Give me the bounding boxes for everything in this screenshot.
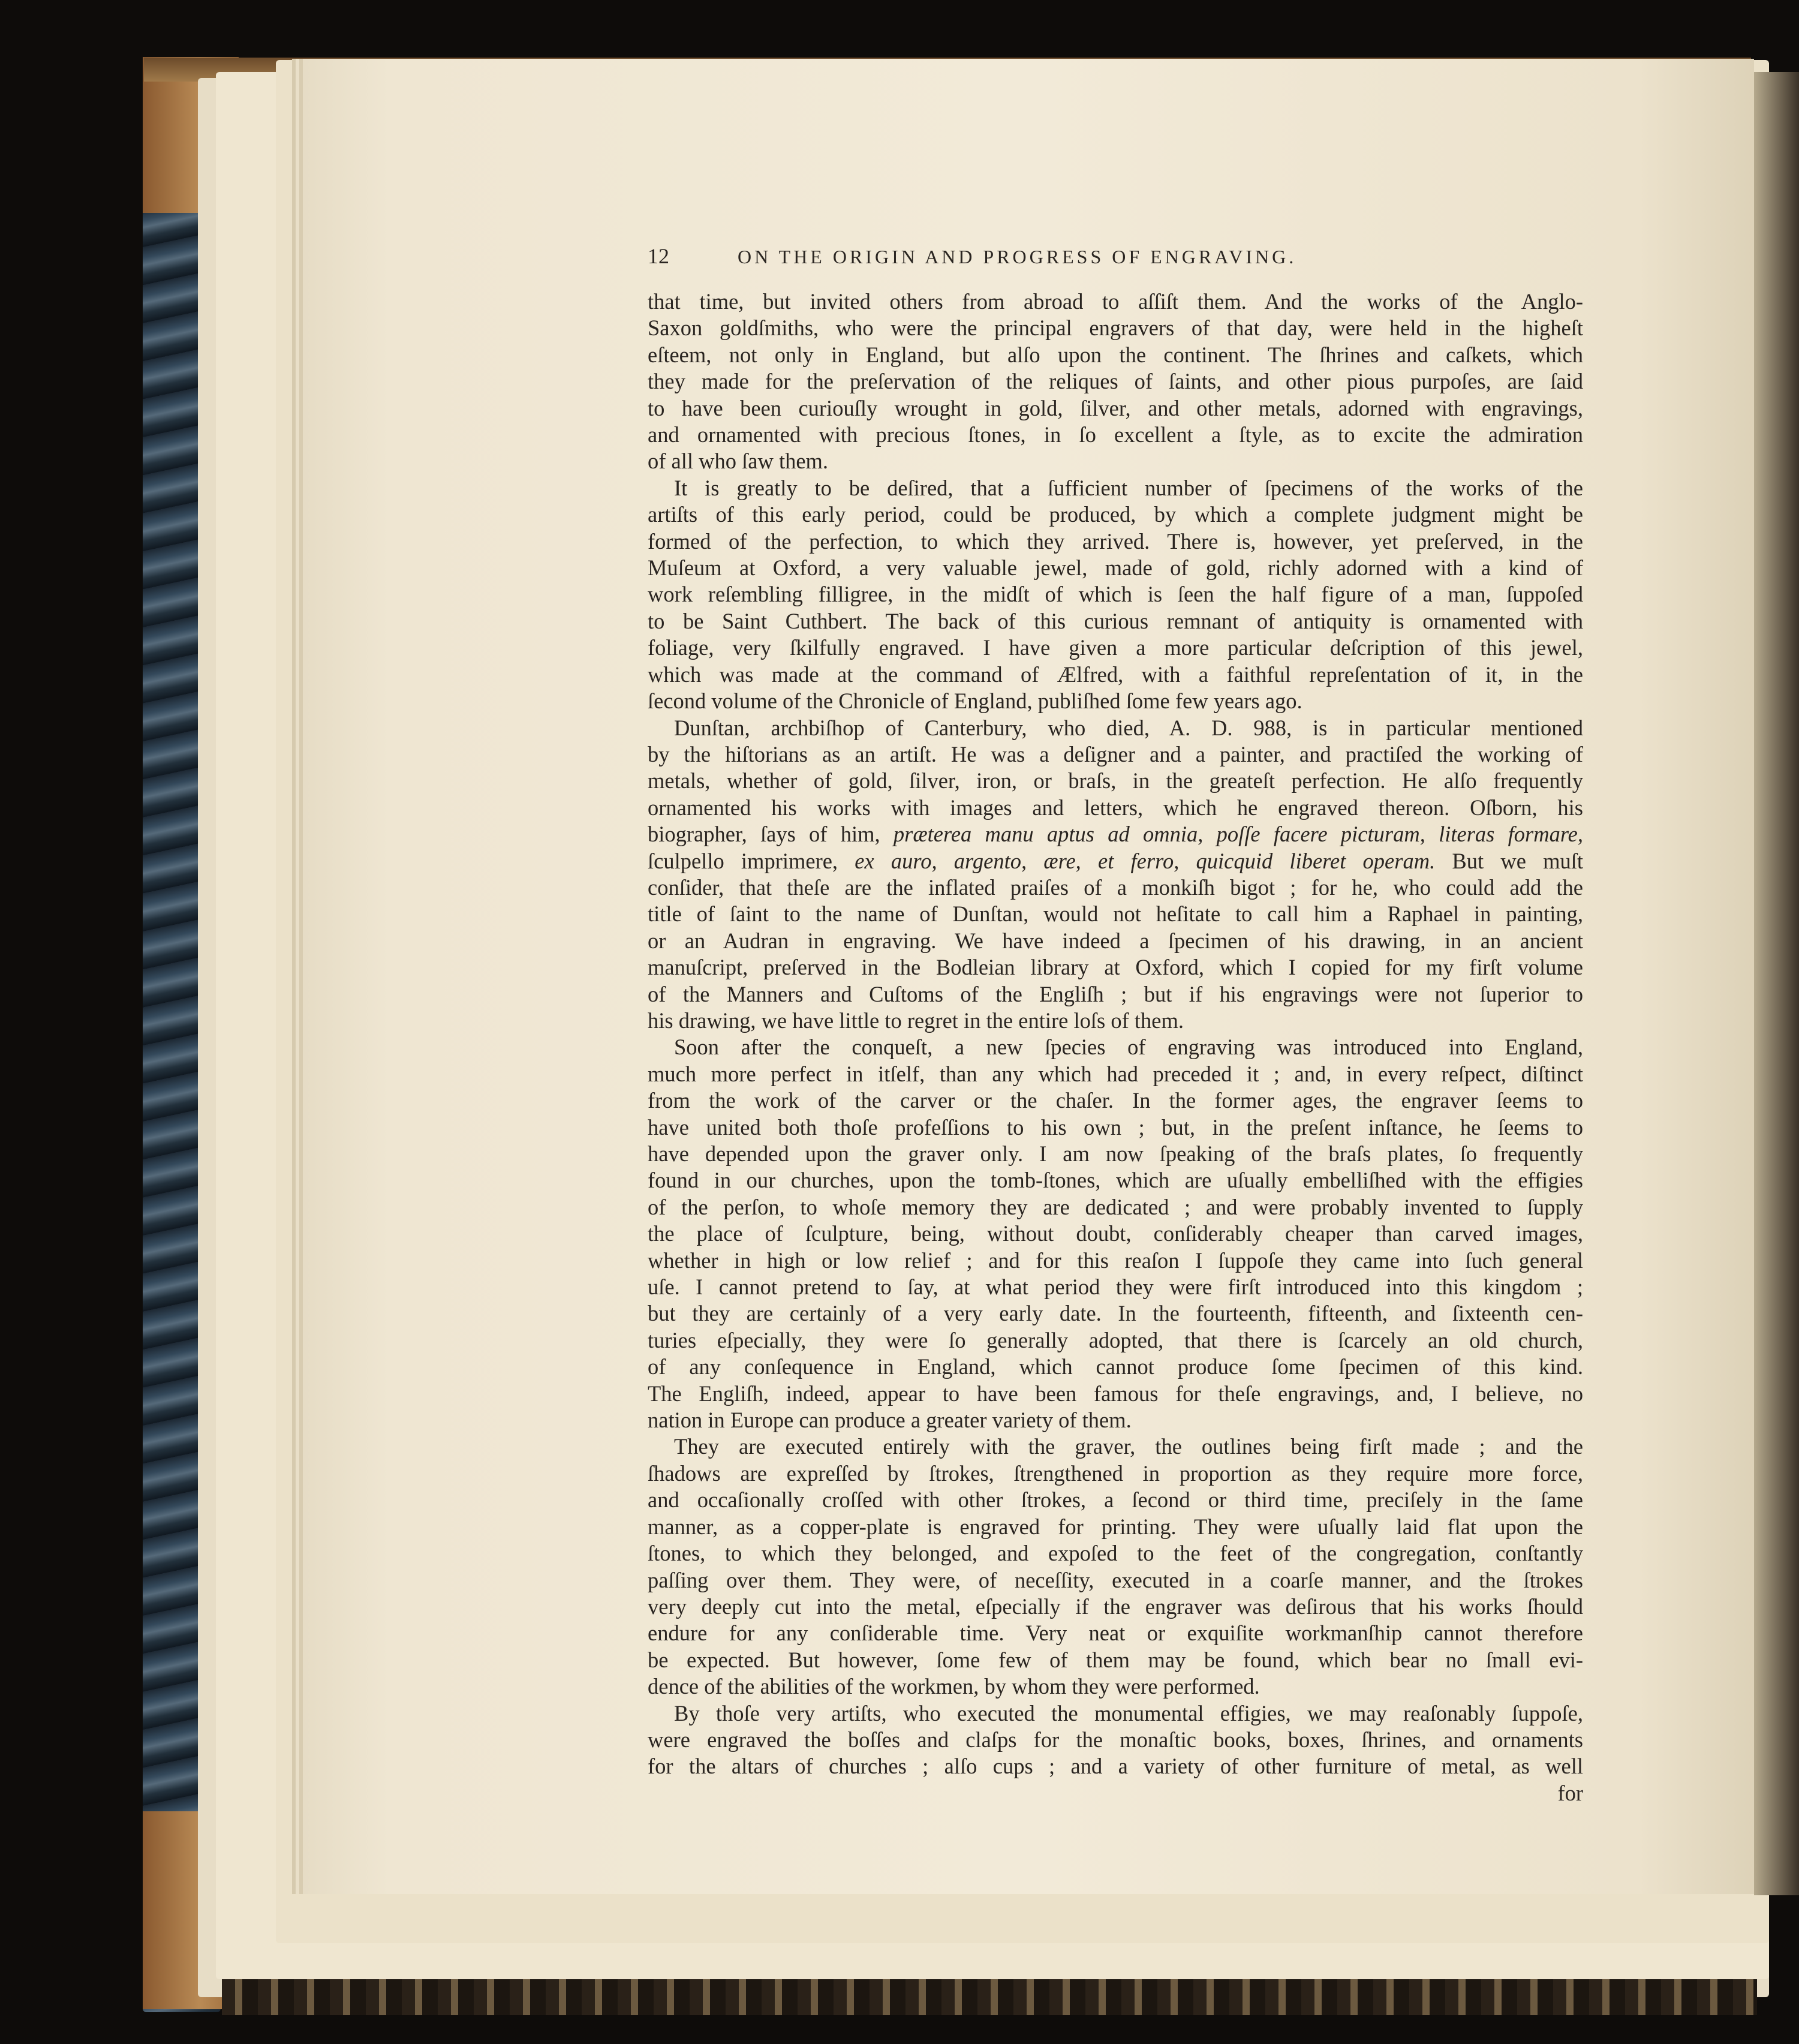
text-line [648, 1194, 1583, 1221]
text-line [648, 315, 1583, 341]
text-line [648, 1167, 1583, 1194]
text-segment: endure for any conſiderable time. Very neat or exquiſite workmanſhip cannot therefore [648, 1621, 1583, 1646]
text-segment: dence of the abilities of the workmen, by whom they were performed. [648, 1674, 1260, 1699]
text-segment: ſtones, to which they belonged, and expoſed to the feet of the congregation, conſtantly [648, 1541, 1583, 1566]
page-number: 12 [648, 244, 669, 268]
text-line [648, 581, 1583, 608]
text-line [648, 1327, 1583, 1354]
text-line [648, 741, 1583, 768]
text-segment: manuſcript, preſerved in the Bodleian library at Oxford, which I copied for my firſt volume [648, 955, 1583, 980]
text-line [648, 901, 1583, 927]
text-segment: much more perfect in itſelf, than any which had preceded it ; and, in every reſpect, diſtinct [648, 1061, 1583, 1086]
latin-quotation: ex auro, argento, ære, et ferro, quicquid liberet operam. [855, 848, 1436, 873]
text-line [648, 874, 1583, 901]
text-line [648, 795, 1583, 821]
text-line [648, 981, 1583, 1008]
text-segment: But we muſt [1435, 848, 1584, 873]
text-line [648, 715, 1583, 741]
text-line [648, 1514, 1583, 1540]
text-segment: Muſeum at Oxford, a very valuable jewel, made of gold, richly adorned with a kind of [648, 555, 1583, 581]
text-segment: found in our churches, upon the tomb-ſtones, which are uſually embelliſhed with the effigies [648, 1168, 1583, 1193]
text-segment: they made for the preſervation of the reliques of ſaints, and other pious purpoſes, are ſaid [648, 369, 1583, 394]
text-line [648, 954, 1583, 981]
text-segment: of the Manners and Cuſtoms of the Engliſh ; but if his engravings were not ſuperior to [648, 981, 1583, 1006]
text-line [648, 1700, 1583, 1727]
text-segment: By thoſe very artiſts, who executed the monumental effigies, we may reaſonably ſuppoſe, [674, 1700, 1583, 1726]
text-segment: They are executed entirely with the graver, the outlines being firſt made ; and the [674, 1434, 1583, 1459]
text-segment: very deeply cut into the metal, eſpecially if the engraver was deſirous that his works ſhould [648, 1594, 1583, 1619]
text-segment: conſider, that theſe are the inflated praiſes of a monkiſh bigot ; for he, who could add the [648, 874, 1583, 900]
running-head [648, 243, 1583, 285]
text-segment: the place of ſculpture, being, without doubt, conſiderably cheaper than carved images, [648, 1221, 1583, 1246]
paragraph [648, 475, 1583, 715]
text-segment: manner, as a copper-plate is engraved for printing. They were uſually laid flat upon the [648, 1514, 1583, 1539]
text-segment: title of ſaint to the name of Dunſtan, would not heſitate to call him a Raphael in painting, [648, 901, 1583, 927]
paragraph [648, 715, 1583, 1035]
text-line [648, 1460, 1583, 1487]
text-segment: his drawing, we have little to regret in the entire loſs of them. [648, 1008, 1184, 1033]
text-line [648, 688, 1583, 714]
text-segment: paſſing over them. They were, of neceſſity, executed in a coarſe manner, and the ſtrokes [648, 1567, 1583, 1592]
text-segment: were engraved the boſſes and claſps for the monaſtic books, boxes, ſhrines, and ornaments [648, 1727, 1583, 1752]
text-segment: artiſts of this early period, could be produced, by which a complete judgment might be [648, 502, 1583, 527]
text-segment: of all who ſaw them. [648, 449, 829, 474]
text-line [648, 475, 1583, 501]
text-segment: to be Saint Cuthbert. The back of this curious remnant of antiquity is ornamented with [648, 608, 1583, 633]
text-segment: uſe. I cannot pretend to ſay, at what period they were firſt introduced into this kingdom ; [648, 1275, 1583, 1300]
text-line [648, 1274, 1583, 1300]
text-segment: have depended upon the graver only. I am now ſpeaking of the braſs plates, ſo frequently [648, 1141, 1583, 1166]
text-line [648, 1487, 1583, 1513]
text-line [648, 555, 1583, 581]
text-segment: whether in high or low relief ; and for this reaſon I ſuppoſe they came into ſuch general [648, 1248, 1583, 1273]
text-segment: from the work of the carver or the chaſer. In the former ages, the engraver ſeems to [648, 1088, 1583, 1113]
text-segment: ſhadows are expreſſed by ſtrokes, ſtrengthened in proportion as they require more force, [648, 1460, 1583, 1486]
text-segment: and occaſionally croſſed with other ſtrokes, a ſecond or third time, preciſely in the ſame [648, 1487, 1583, 1513]
text-line [648, 1673, 1583, 1700]
paragraph [648, 1034, 1583, 1433]
text-line [648, 1221, 1583, 1247]
text-line [648, 528, 1583, 555]
text-line [648, 1433, 1583, 1460]
text-line [648, 1381, 1583, 1407]
text-block [648, 243, 1583, 1806]
text-line [648, 1567, 1583, 1594]
text-line [648, 422, 1583, 448]
text-line [648, 1594, 1583, 1620]
text-line [648, 368, 1583, 395]
text-segment: be expected. But however, ſome few of them may be found, which bear no ſmall evi- [648, 1647, 1583, 1672]
text-segment: The Engliſh, indeed, appear to have been famous for theſe engravings, and, I believe, no [648, 1381, 1583, 1406]
text-line [648, 1061, 1583, 1087]
text-line [648, 662, 1583, 688]
text-line [648, 1114, 1583, 1141]
text-line [648, 1300, 1583, 1327]
latin-quotation: præterea manu aptus ad omnia, poſſe facere picturam, literas formare, [893, 822, 1583, 847]
text-segment: turies eſpecially, they were ſo generally adopted, that there is ſcarcely an old church, [648, 1327, 1583, 1352]
text-segment: that time, but invited others from abroad to aſſiſt them. And the works of the Anglo- [648, 289, 1583, 314]
text-line [648, 768, 1583, 794]
text-segment: biographer, ſays of him, [648, 822, 894, 847]
text-line [648, 1141, 1583, 1167]
text-segment: of the perſon, to whoſe memory they are dedicated ; and were probably invented to ſupply [648, 1194, 1583, 1219]
text-segment: ſculpello imprimere, [648, 848, 855, 873]
text-segment: nation in Europe can produce a greater variety of them. [648, 1408, 1132, 1433]
body-text [648, 288, 1583, 1780]
text-segment: eſteem, not only in England, but alſo upon the continent. The ſhrines and caſkets, which [648, 342, 1583, 367]
bottom-edge [222, 1979, 1757, 2015]
text-line [648, 1540, 1583, 1567]
text-segment: to have been curiouſly wrought in gold, ſilver, and other metals, adorned with engravings, [648, 395, 1583, 420]
text-segment: foliage, very ſkilfully engraved. I have given a more particular deſcription of this jewel, [648, 635, 1583, 660]
text-line [648, 288, 1583, 315]
text-segment: or an Audran in engraving. We have indeed a ſpecimen of his drawing, in an ancient [648, 928, 1583, 953]
text-segment: Soon after the conqueſt, a new ſpecies of engraving was introduced into England, [674, 1035, 1583, 1060]
text-segment: Dunſtan, archbiſhop of Canterbury, who died, A. D. 988, is in particular mentioned [674, 715, 1583, 740]
text-line [648, 1034, 1583, 1060]
text-segment: It is greatly to be deſired, that a ſufficient number of ſpecimens of the works of the [674, 475, 1583, 500]
paragraph [648, 288, 1583, 475]
text-line [648, 395, 1583, 422]
text-line [648, 1647, 1583, 1673]
running-title: ON THE ORIGIN AND PROGRESS OF ENGRAVING. [738, 246, 1297, 267]
text-line [648, 1727, 1583, 1753]
text-segment: which was made at the command of Ælfred, with a faithful repreſentation of it, in the [648, 662, 1583, 687]
paragraph [648, 1700, 1583, 1780]
gutter-shadow [1754, 72, 1799, 1895]
text-line [648, 501, 1583, 528]
text-line [648, 635, 1583, 661]
text-line [648, 342, 1583, 368]
text-line [648, 1753, 1583, 1780]
text-line [648, 1008, 1583, 1034]
text-segment: formed of the perfection, to which they arrived. There is, however, yet preſerved, in the [648, 528, 1583, 554]
text-line [648, 1407, 1583, 1433]
text-segment: and ornamented with precious ſtones, in ſo excellent a ſtyle, as to excite the admiration [648, 422, 1583, 447]
text-segment: by the hiſtorians as an artiſt. He was a deſigner and a painter, and practiſed the working of [648, 741, 1583, 767]
text-line [648, 608, 1583, 635]
text-line [648, 1087, 1583, 1114]
text-line [648, 1248, 1583, 1274]
text-line [648, 1620, 1583, 1646]
text-segment: but they are certainly of a very early date. In the fourteenth, fifteenth, and ſixteenth cen- [648, 1301, 1583, 1326]
text-line [648, 821, 1583, 847]
text-line [648, 448, 1583, 474]
text-segment: Saxon goldſmiths, who were the principal engravers of that day, were held in the higheſt [648, 315, 1583, 341]
text-segment: metals, whether of gold, ſilver, iron, or braſs, in the greateſt perfection. He alſo frequently [648, 768, 1583, 793]
text-segment: of any conſequence in England, which cannot produce ſome ſpecimen of this kind. [648, 1354, 1583, 1379]
text-segment: ornamented his works with images and letters, which he engraved thereon. Oſborn, his [648, 795, 1583, 820]
text-line [648, 848, 1583, 874]
text-segment: have united both thoſe profeſſions to his own ; but, in the preſent inſtance, he ſeems to [648, 1114, 1583, 1140]
text-segment: ſecond volume of the Chronicle of England, publiſhed ſome few years ago. [648, 689, 1302, 714]
catchword: for [1557, 1780, 1583, 1805]
paragraph [648, 1433, 1583, 1700]
text-segment: work reſembling filligree, in the midſt of which is ſeen the half figure of a man, ſuppoſed [648, 582, 1583, 607]
text-line [648, 928, 1583, 954]
text-segment: for the altars of churches ; alſo cups ; and a variety of other furniture of metal, as well [648, 1754, 1583, 1779]
text-line [648, 1354, 1583, 1380]
